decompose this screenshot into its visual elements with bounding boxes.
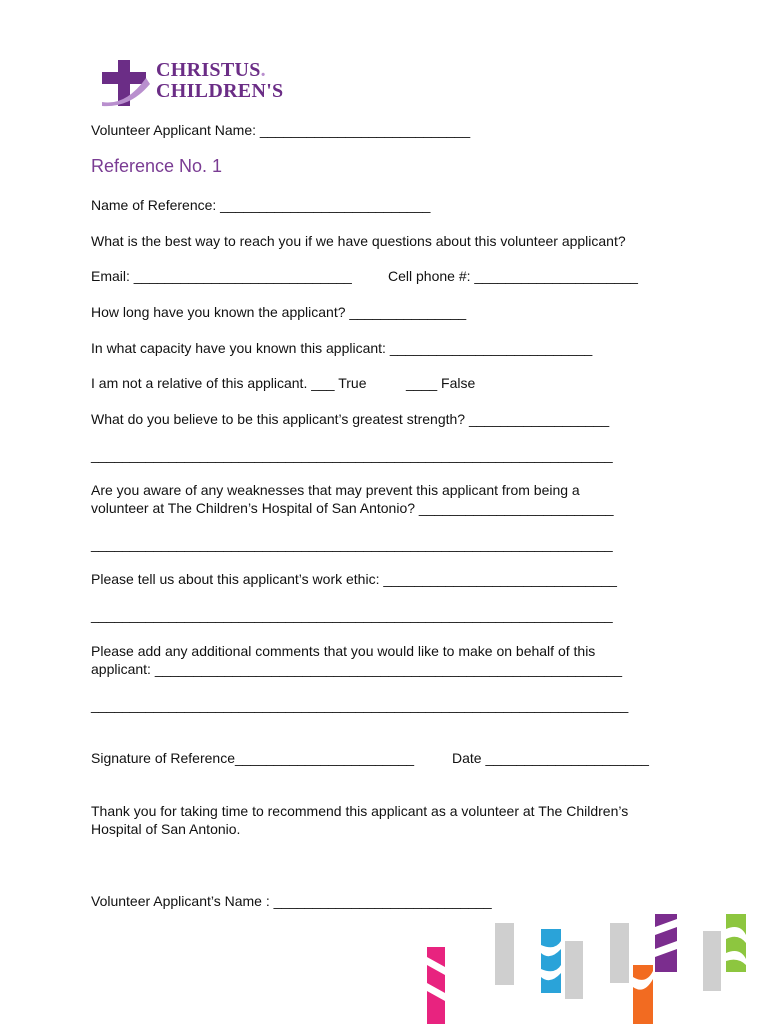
relative-false-field[interactable]: ____ False — [406, 375, 476, 391]
purple-strip — [655, 914, 677, 972]
signature-field[interactable]: Signature of Reference_______________________ — [91, 750, 415, 766]
weakness-question: Are you aware of any weaknesses that may prevent this applicant from being a — [91, 482, 580, 498]
email-field[interactable]: Email: ____________________________ — [91, 268, 352, 284]
logo-subname: CHILDREN'S — [156, 80, 284, 102]
comments-line[interactable]: _____________________________________________________________________ — [91, 697, 629, 713]
logo-text — [156, 60, 283, 102]
orange-strip — [633, 965, 653, 1024]
gray-strip-1 — [495, 923, 514, 985]
applicant-name-footer-field[interactable]: Volunteer Applicant’s Name : ____________________________ — [91, 893, 492, 909]
work-ethic-line[interactable]: ___________________________________________________________________ — [91, 607, 613, 623]
capacity-field[interactable]: In what capacity have you known this applicant: __________________________ — [91, 340, 593, 356]
relative-true-field[interactable]: I am not a relative of this applicant. ___ True — [91, 375, 367, 391]
applicant-name-field[interactable]: Volunteer Applicant Name: ___________________________ — [91, 122, 471, 138]
thanks-text-2: Hospital of San Antonio. — [91, 821, 241, 837]
cell-phone-field[interactable]: Cell phone #: _____________________ — [388, 268, 638, 284]
christus-childrens-logo — [100, 58, 284, 108]
gray-strip-2 — [565, 941, 583, 999]
cross-icon — [100, 58, 152, 108]
reference-heading: Reference No. 1 — [91, 156, 223, 176]
strength-field[interactable]: What do you believe to be this applicant’s greatest strength? __________________ — [91, 411, 610, 427]
gray-strip-4 — [703, 931, 721, 991]
strength-line[interactable]: ___________________________________________________________________ — [91, 447, 613, 463]
comments-field[interactable]: applicant: ____________________________________________________________ — [91, 661, 622, 677]
reach-question: What is the best way to reach you if we have questions about this volunteer applicant? — [91, 233, 626, 249]
thanks-text-1: Thank you for taking time to recommend this applicant as a volunteer at The Children’s — [91, 803, 629, 819]
weakness-line[interactable]: ___________________________________________________________________ — [91, 536, 613, 552]
cross-horizontal — [102, 72, 146, 84]
reference-name-field[interactable]: Name of Reference: ___________________________ — [91, 197, 431, 213]
pink-strip — [427, 947, 445, 1024]
date-field[interactable]: Date _____________________ — [452, 750, 649, 766]
green-strip — [726, 914, 746, 972]
blue-strip — [541, 929, 561, 993]
weakness-field[interactable]: volunteer at The Children’s Hospital of San Antonio? _________________________ — [91, 500, 614, 516]
known-duration-field[interactable]: How long have you known the applicant? _______________ — [91, 304, 467, 320]
decorative-strips — [0, 905, 770, 1024]
comments-question: Please add any additional comments that you would like to make on behalf of this — [91, 643, 596, 659]
gray-strip-3 — [610, 923, 629, 983]
logo-name: CHRISTUS — [156, 59, 261, 81]
logo-name-mark: . — [260, 59, 266, 81]
work-ethic-field[interactable]: Please tell us about this applicant’s work ethic: ______________________________ — [91, 571, 617, 587]
